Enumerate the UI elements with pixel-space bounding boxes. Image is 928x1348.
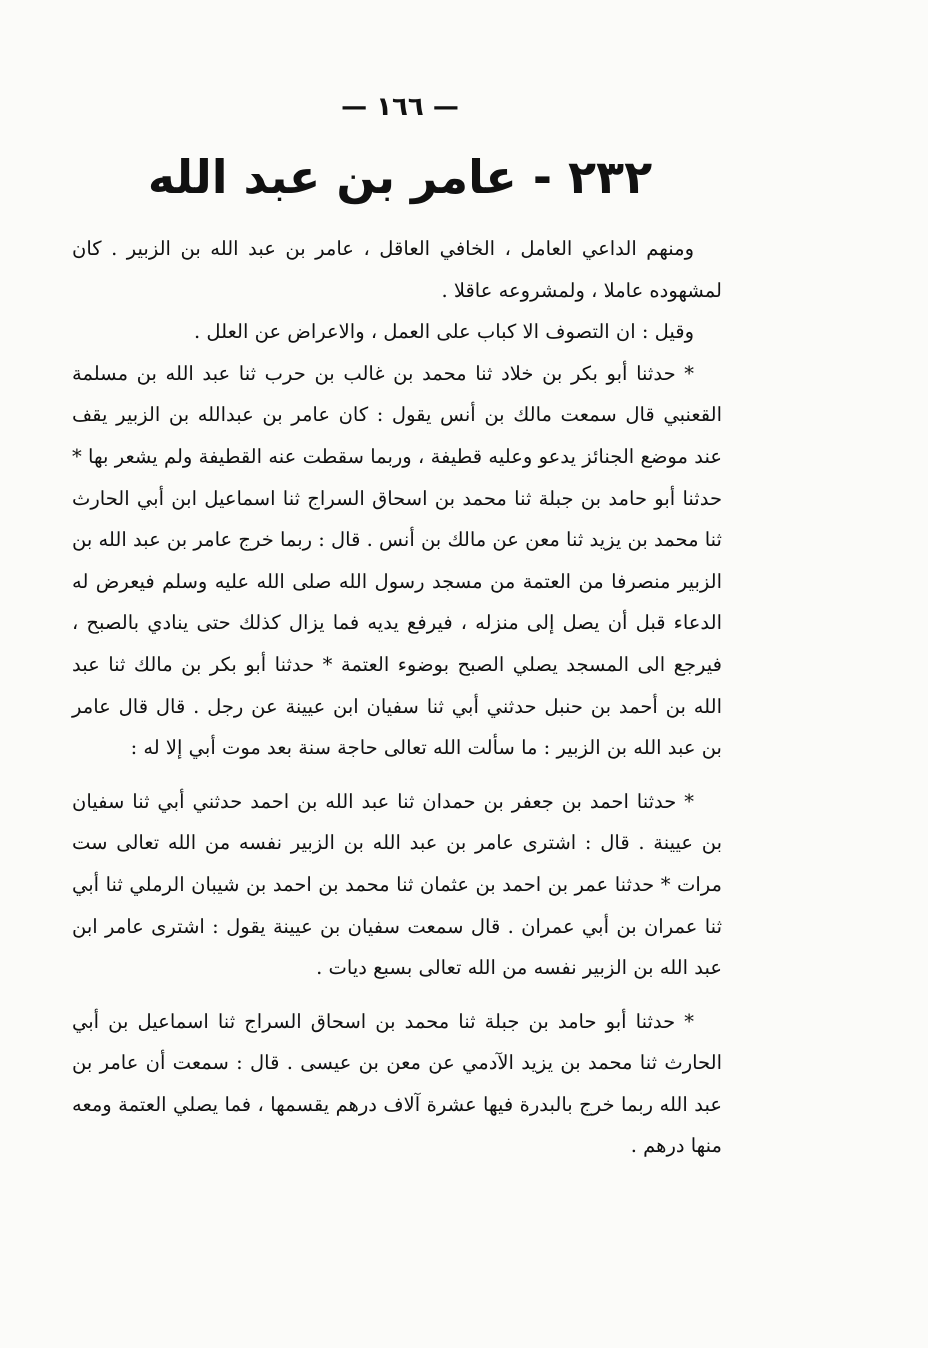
paragraph-narration-2: * حدثنا احمد بن جعفر بن حمدان ثنا عبد الله بن احمد حدثني أبي ثنا سفيان بن عيينة . قال : اشترى عامر بن عبد الله بن الزبير نفسه من الله تعالى ست مرات * حدثنا عمر بن احمد بن عثمان ثنا محمد بن احمد بن شيبان الرملي ثنا أبي ثنا عمران بن أبي عمران . قال سمعت سفيان بن عيينة يقول : اشترى عامر ابن عبد الله بن الزبير نفسه من الله تعالى بسبع ديات . xyxy=(72,789,722,980)
paragraph-narration-1: * حدثنا أبو بكر بن خلاد ثنا محمد بن غالب بن حرب ثنا عبد الله بن مسلمة القعنبي قال سمعت مالك بن أنس يقول : كان عامر بن عبدالله بن الزبير يقف عند موضع الجنائز يدعو وعليه قطيفة ، وربما سقطت عنه القطيفة ولم يشعر بها * حدثنا أبو حامد بن جبلة ثنا محمد بن اسحاق السراج ثنا اسماعيل ابن أبي الحارث ثنا محمد بن يزيد ثنا معن عن مالك بن أنس . قال : ربما خرج عامر بن عبد الله بن الزبير منصرفا من العتمة من مسجد رسول الله صلى الله عليه وسلم فيعرض له الدعاء قبل أن يصل إلى منزله ، فيرفع يديه فما يزال كذلك حتى ينادي بالصبح ، فيرجع الى المسجد يصلي الصبح بوضوء العتمة * حدثنا أبو بكر بن مالك ثنا عبد الله بن أحمد بن حنبل حدثني أبي ثنا سفيان ابن عيينة عن رجل . قال قال عامر بن عبد الله بن الزبير : ما سألت الله تعالى حاجة سنة بعد موت أبي إلا له : xyxy=(72,361,722,760)
paragraph-narration-3: * حدثنا أبو حامد بن جبلة ثنا محمد بن اسحاق السراج ثنا اسماعيل بن أبي الحارث ثنا محمد بن يزيد الآدمي عن معن بن عيسى . قال : سمعت أن عامر بن عبد الله ربما خرج بالبدرة فيها عشرة آلاف درهم يقسمها ، فما يصلي العتمة ومعه منها درهم . xyxy=(72,1009,722,1158)
page-number: — ١٦٦ — xyxy=(341,92,459,122)
chapter-title: ٢٣٢ - عامر بن عبد الله xyxy=(147,150,653,204)
paragraph-intro: ومنهم الداعي العامل ، الخافي العاقل ، عامر بن عبد الله بن الزبير . كان لمشهوده عاملا ، ولمشروعه عاقلا . xyxy=(72,237,722,302)
page-body xyxy=(72,228,722,1167)
paragraph-saying: وقيل : ان التصوف الا كباب على العمل ، والاعراض عن العلل . xyxy=(194,320,694,344)
